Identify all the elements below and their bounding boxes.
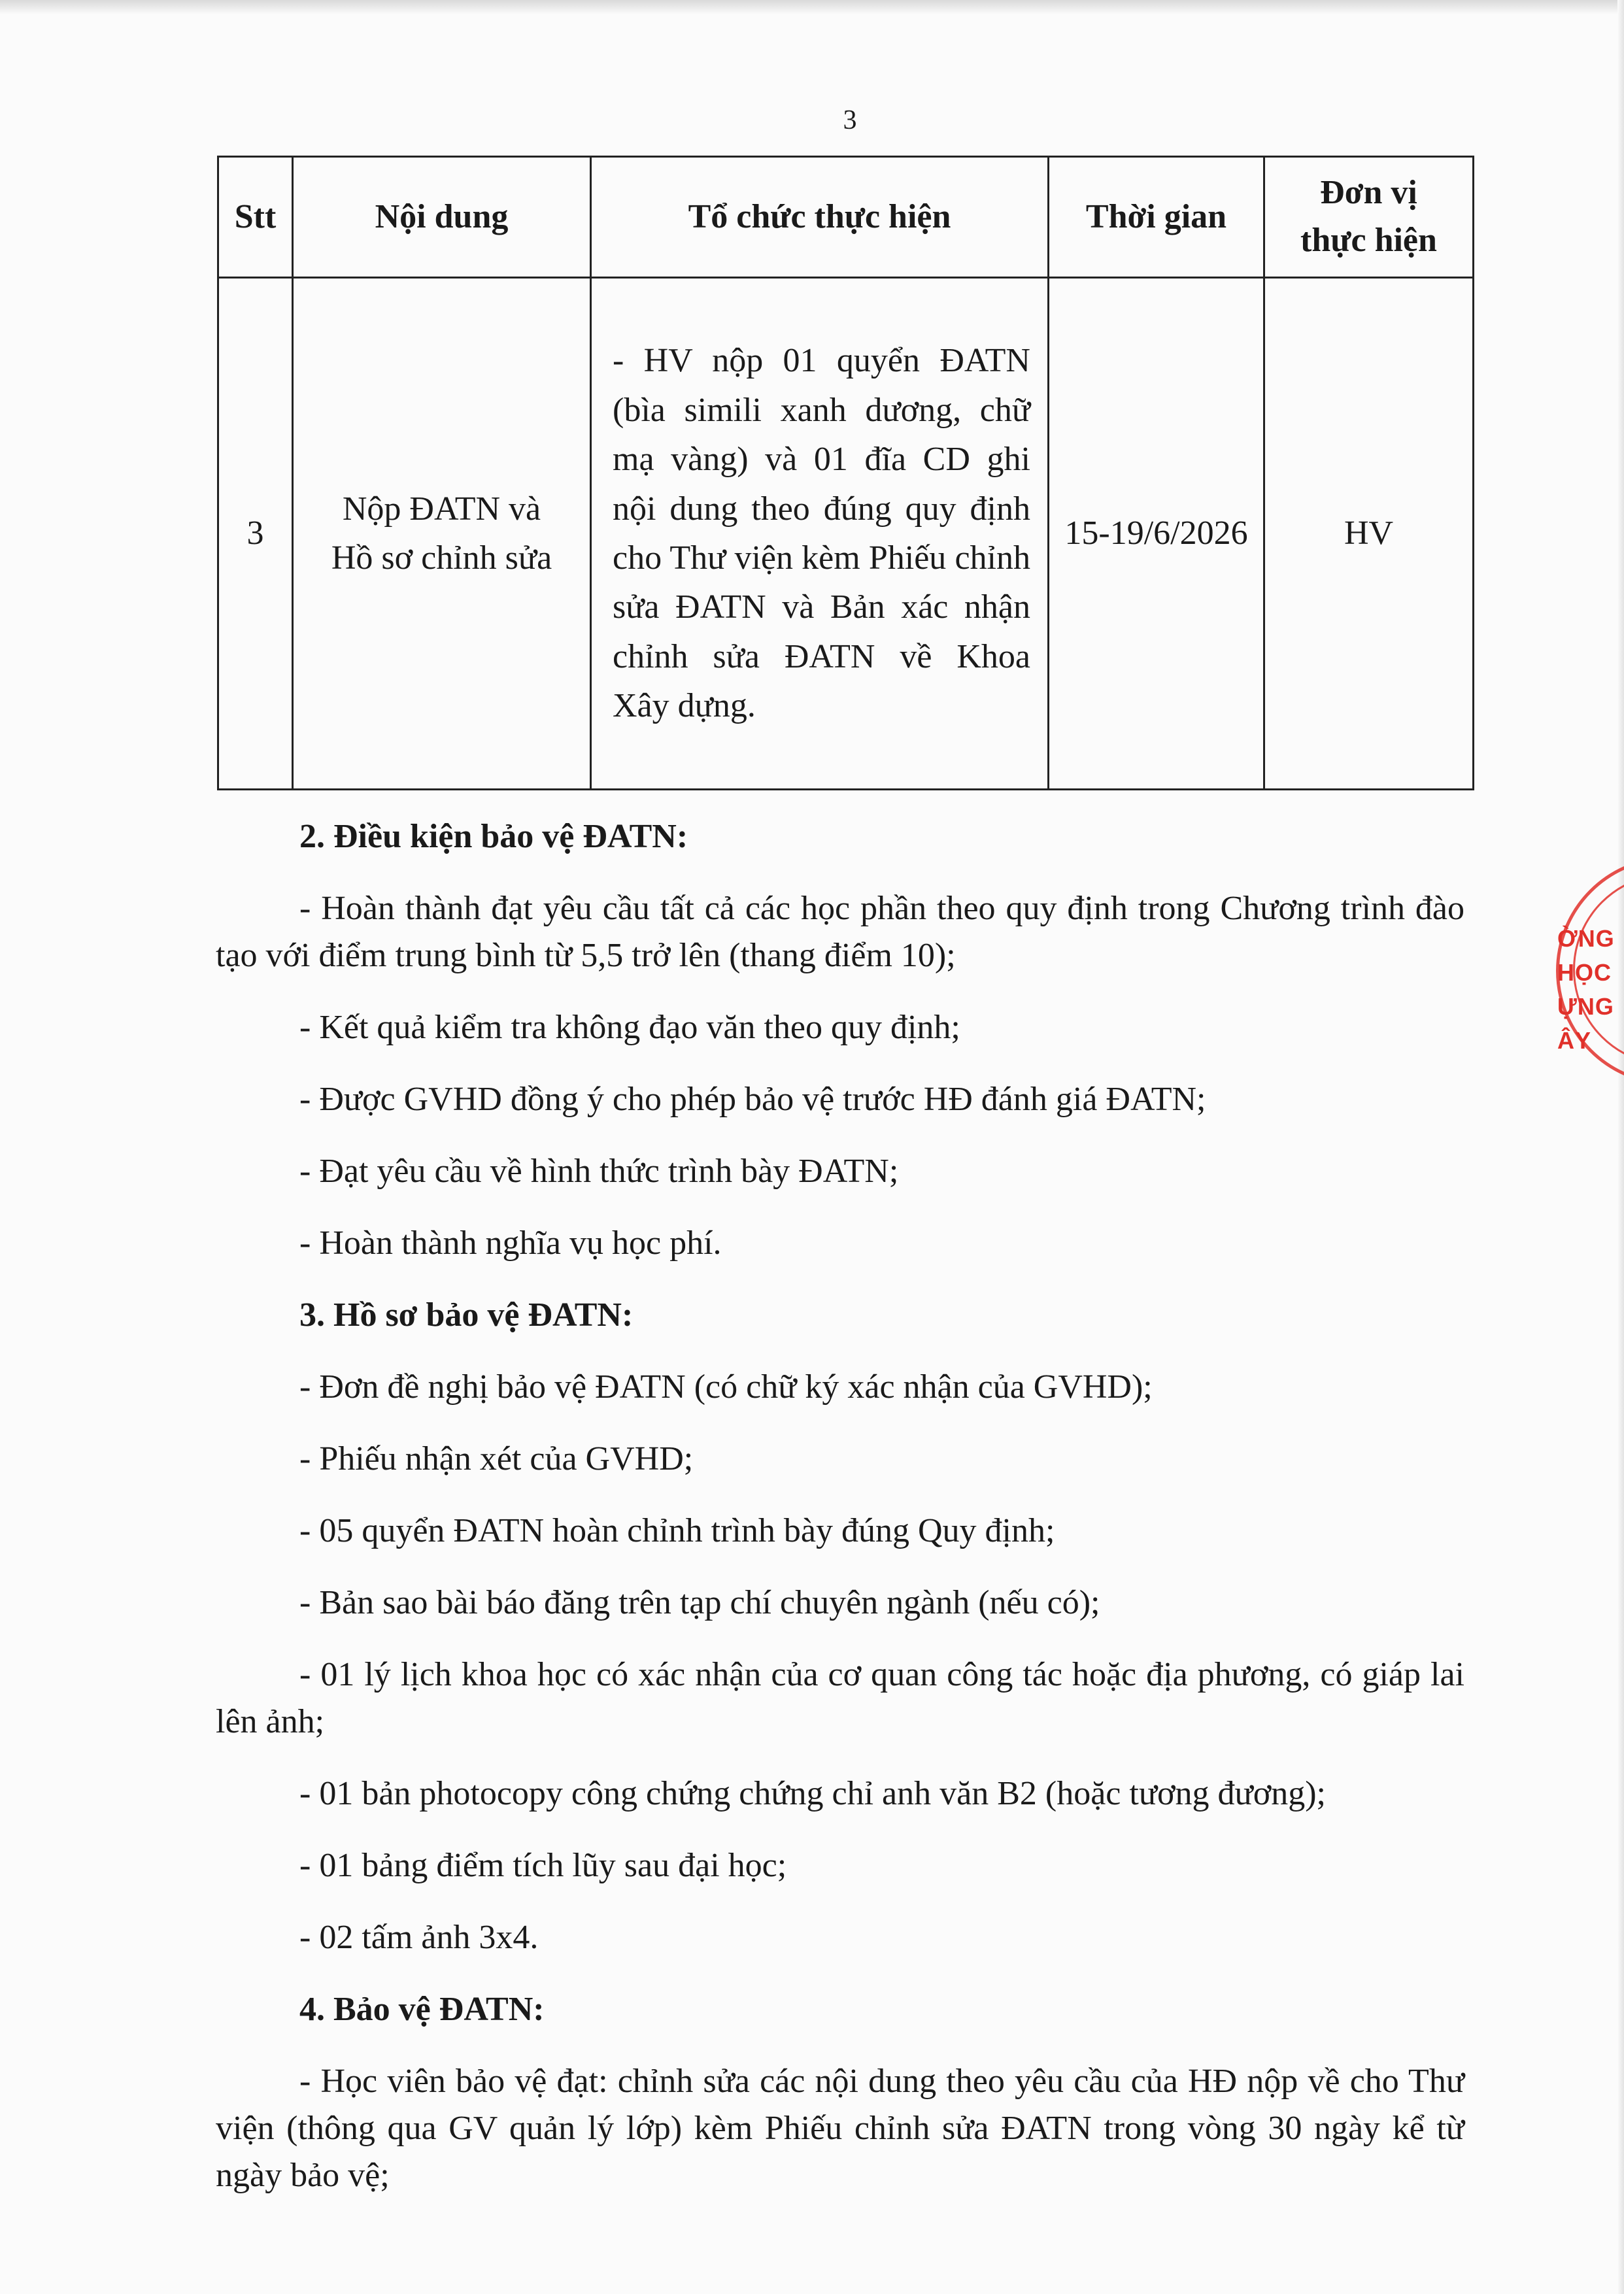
list-item: - Hoàn thành nghĩa vụ học phí. — [299, 1224, 722, 1262]
table-row — [218, 278, 1474, 790]
cell-noi-dung-line2: Hồ sơ chỉnh sửa — [331, 539, 552, 577]
section-heading-ho-so: 3. Hồ sơ bảo vệ ĐATN: — [299, 1296, 634, 1334]
stamp-line: ÂY — [1557, 1027, 1592, 1054]
list-item: - Bản sao bài báo đăng trên tạp chí chuyên ngành (nếu có); — [299, 1584, 1100, 1621]
list-item: - Đạt yêu cầu về hình thức trình bày ĐATN; — [299, 1153, 899, 1190]
header-to-chuc: Tổ chức thực hiện — [591, 157, 1049, 278]
document-body — [216, 801, 1464, 2212]
header-noi-dung: Nội dung — [293, 157, 591, 278]
cell-stt: 3 — [218, 278, 293, 790]
header-thoi-gian: Thời gian — [1049, 157, 1264, 278]
cell-to-chuc: - HV nộp 01 quyển ĐATN (bìa simili xanh dương, chữ mạ vàng) và 01 đĩa CD ghi nội dung theo đúng quy định cho Thư viện kèm Phiếu chỉnh sửa ĐATN và Bản xác nhận chỉnh sửa ĐATN về Khoa Xây dựng. — [591, 278, 1049, 790]
list-item: - 01 bảng điểm tích lũy sau đại học; — [299, 1847, 787, 1884]
header-stt: Stt — [218, 157, 293, 278]
list-item: - Hoàn thành đạt yêu cầu tất cả các học phần theo quy định trong Chương trình đào tạo với điểm trung bình từ 5,5 trở lên (thang điểm 10); — [216, 890, 1464, 974]
cell-don-vi: HV — [1264, 278, 1474, 790]
cell-noi-dung — [293, 278, 591, 790]
page-number: 3 — [843, 105, 857, 135]
list-item: - 01 lý lịch khoa học có xác nhận của cơ quan công tác hoặc địa phương, có giáp lai lên ảnh; — [216, 1656, 1464, 1740]
list-item: - Phiếu nhận xét của GVHD; — [299, 1440, 694, 1477]
header-don-vi-line2: thực hiện — [1300, 222, 1437, 259]
list-item: - Kết quả kiểm tra không đạo văn theo quy định; — [299, 1009, 960, 1046]
section-heading-dieu-kien: 2. Điều kiện bảo vệ ĐATN: — [299, 818, 688, 855]
cell-noi-dung-line1: Nộp ĐATN và — [342, 490, 541, 528]
section-heading-bao-ve: 4. Bảo vệ ĐATN: — [299, 1991, 545, 2028]
header-don-vi — [1264, 157, 1474, 278]
list-item: - Đơn đề nghị bảo vệ ĐATN (có chữ ký xác nhận của GVHD); — [299, 1368, 1153, 1406]
stamp-line: ỜNG — [1557, 925, 1615, 952]
header-don-vi-line1: Đơn vị — [1320, 174, 1417, 212]
scan-top-edge — [0, 0, 1624, 14]
table-header-row — [218, 157, 1474, 278]
list-item: - 01 bản photocopy công chứng chứng chỉ anh văn B2 (hoặc tương đương); — [299, 1775, 1326, 1812]
stamp-text — [1557, 922, 1624, 1058]
red-seal-stamp — [1549, 837, 1624, 1111]
schedule-table — [217, 156, 1474, 790]
list-item: - 02 tấm ảnh 3x4. — [299, 1919, 539, 1956]
stamp-line: HỌC — [1557, 959, 1612, 986]
scan-right-edge — [1617, 0, 1624, 2294]
list-item: - Được GVHD đồng ý cho phép bảo vệ trước HĐ đánh giá ĐATN; — [299, 1081, 1206, 1118]
list-item: - 05 quyển ĐATN hoàn chỉnh trình bày đúng Quy định; — [299, 1512, 1055, 1549]
schedule-table-container — [217, 156, 1472, 790]
cell-thoi-gian: 15-19/6/2026 — [1049, 278, 1264, 790]
stamp-line: ỰNG — [1557, 993, 1614, 1020]
list-item: - Học viên bảo vệ đạt: chỉnh sửa các nội dung theo yêu cầu của HĐ nộp về cho Thư viện (thông qua GV quản lý lớp) kèm Phiếu chỉnh sửa ĐATN trong vòng 30 ngày kể từ ngày bảo vệ; — [216, 2063, 1464, 2194]
